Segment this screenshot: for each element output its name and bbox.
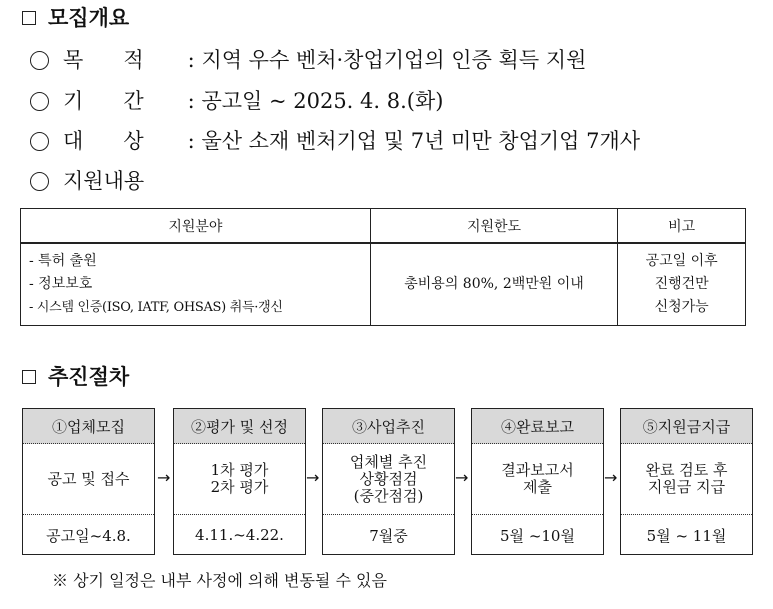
step-foot: 4.11.~4.22.: [195, 526, 284, 544]
step-head: ①업체모집: [23, 409, 154, 444]
step-head: ③사업추진: [323, 409, 454, 444]
remarks-cell: [618, 243, 746, 326]
step-foot: 7월중: [369, 526, 408, 545]
remark-line: 공고일 이후: [645, 253, 718, 269]
step-body-line: 공고 및 접수: [47, 469, 130, 488]
arrow-icon: →: [157, 468, 171, 487]
step-body-line: 결과보고서: [501, 461, 574, 479]
square-bullet-icon: [22, 11, 36, 25]
section-title-text: 모집개요: [48, 6, 130, 30]
item-separator: :: [181, 129, 202, 153]
field-item: - 특허 출원: [29, 253, 97, 269]
step-body-line: 1차 평가: [210, 461, 269, 479]
step-foot: 5월 ~10월: [500, 526, 575, 545]
header-field: 지원분야: [21, 209, 371, 244]
step-body-line: 상황점검: [359, 469, 418, 488]
circle-bullet-icon: [30, 172, 49, 191]
step-box-3: [322, 408, 455, 555]
item-label: 기 간: [63, 89, 144, 113]
circle-bullet-icon: [30, 92, 49, 111]
section-title-text: 추진절차: [48, 365, 130, 389]
overview-item-support: [30, 168, 144, 194]
step-head: ④완료보고: [472, 409, 603, 444]
support-table: [20, 208, 746, 326]
field-item: - 시스템 인증(ISO, IATF, OHSAS) 취득·갱신: [29, 300, 283, 315]
item-value: 지역 우수 벤처·창업기업의 인증 획득 지원: [201, 48, 587, 72]
field-item: - 정보보호: [29, 276, 93, 292]
square-bullet-icon: [22, 370, 36, 384]
step-box-2: [173, 408, 306, 555]
item-label: 지원내용: [63, 169, 145, 193]
step-body: [174, 444, 305, 515]
table-row: [21, 243, 746, 326]
remark-line: 신청가능: [654, 299, 709, 315]
arrow-icon: →: [306, 468, 320, 487]
step-box-4: [471, 408, 604, 555]
item-value: 공고일 ~ 2025. 4. 8.(화): [201, 89, 444, 113]
step-foot: 공고일~4.8.: [46, 526, 131, 545]
section-title-procedure: [22, 364, 129, 390]
overview-item-purpose: [30, 47, 586, 73]
step-body: [472, 444, 603, 515]
remark-line: 진행건만: [654, 276, 709, 292]
item-separator: :: [181, 89, 202, 113]
step-body-line: 2차 평가: [210, 478, 269, 496]
header-remarks: 비고: [618, 209, 746, 244]
circle-bullet-icon: [30, 132, 49, 151]
step-body-line: 지원금 지급: [647, 478, 726, 496]
overview-item-target: [30, 128, 640, 154]
step-body-line: (중간점검): [353, 486, 424, 505]
step-foot: 5월 ~ 11월: [646, 526, 727, 545]
step-body-line: 완료 검토 후: [645, 461, 728, 479]
section-title-recruitment: [22, 5, 129, 31]
field-cell: [21, 243, 371, 326]
step-box-5: [620, 408, 753, 555]
step-body: [23, 444, 154, 515]
limit-cell: 총비용의 80%, 2백만원 이내: [370, 243, 617, 326]
item-label: 목 적: [63, 48, 144, 72]
schedule-note: ※ 상기 일정은 내부 사정에 의해 변동될 수 있음: [52, 571, 387, 590]
arrow-icon: →: [604, 468, 618, 487]
step-head: ⑤지원금지급: [621, 409, 752, 444]
header-limit: 지원한도: [370, 209, 617, 244]
table-header-row: [21, 209, 746, 244]
step-body-line: 업체별 추진: [349, 452, 428, 471]
step-body: [323, 444, 454, 515]
arrow-icon: →: [455, 468, 469, 487]
step-body: [621, 444, 752, 515]
step-body-line: 제출: [523, 478, 552, 496]
step-box-1: [22, 408, 155, 555]
overview-item-period: [30, 88, 443, 114]
step-head: ②평가 및 선정: [174, 409, 305, 444]
item-separator: :: [181, 48, 202, 72]
item-value: 울산 소재 벤처기업 및 7년 미만 창업기업 7개사: [201, 129, 641, 153]
circle-bullet-icon: [30, 51, 49, 70]
item-label: 대 상: [63, 129, 144, 153]
